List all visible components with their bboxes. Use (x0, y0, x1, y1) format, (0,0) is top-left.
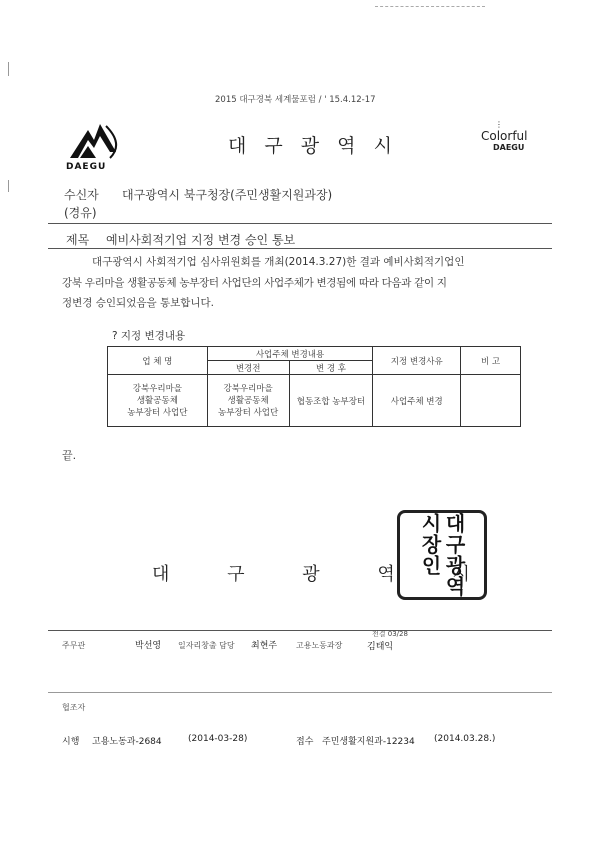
cooperation-label: 협조자 (62, 703, 86, 712)
scan-dash-top (375, 6, 485, 7)
cell-after: 협동조합 농부장터 (289, 375, 373, 427)
cell-note (461, 375, 521, 427)
enforcement-label: 시행 (62, 737, 80, 747)
seal-text: 대구광역시장인 (418, 513, 466, 597)
subject-label: 제목 (66, 233, 90, 247)
via-label: (경유) (64, 206, 97, 220)
mid-name: 최현주 (251, 641, 278, 651)
final-approval-mark: 전결 03/28 (372, 630, 408, 638)
body-line-1: 대구광역시 사회적기업 심사위원회를 개최(2014.3.27)한 결과 예비사회적기업인 (92, 256, 465, 268)
table-heading: ? 지정 변경내용 (112, 330, 186, 342)
cooperation-divider-top (48, 692, 552, 693)
designation-table (107, 346, 521, 427)
drafter-name: 박선영 (135, 641, 162, 651)
cell-before-line-3: 농부장터 사업단 (218, 407, 279, 418)
cell-before-line-2: 생활공동체 (227, 395, 269, 406)
cell-company-line-3: 농부장터 사업단 (127, 407, 188, 418)
final-approver-name: 김태익 (367, 642, 394, 652)
enforcement-number: 고용노동과-2684 (92, 737, 162, 747)
daegu-logo-text: DAEGU (66, 162, 107, 172)
daegu-logo (66, 118, 126, 170)
receipt-number: 주민생활지원과-12234 (322, 737, 415, 747)
colorful-logo (481, 120, 541, 152)
daegu-mountain-icon (66, 118, 126, 160)
color-dots-icon: ⋮ (495, 120, 503, 129)
cell-company (108, 375, 208, 427)
org-title: 대 구 광 역 시 (228, 135, 398, 157)
body-line-3: 정변경 승인되었음을 통보합니다. (62, 297, 215, 309)
subject-value: 예비사회적기업 지정 변경 승인 통보 (106, 233, 296, 247)
col-company-header: 업 체 명 (108, 347, 208, 375)
receipt-label: 접수 (296, 737, 314, 747)
receipt-date: (2014.03.28.) (434, 734, 496, 744)
head-role: 고용노동과장 (296, 641, 343, 650)
table-row (108, 375, 521, 427)
approval-divider (48, 630, 552, 631)
scan-mark-left (8, 62, 9, 76)
closing-mark: 끝. (62, 449, 77, 462)
body-divider (48, 248, 552, 249)
mid-role: 일자리창출 담당 (178, 641, 235, 650)
cell-before (207, 375, 289, 427)
scan-mark-left-2 (8, 180, 9, 192)
drafter-role: 주무관 (62, 641, 86, 650)
cell-before-line-1: 강북우리마을 (223, 383, 273, 394)
cell-company-line-1: 강북우리마을 (132, 383, 183, 394)
recipient-label: 수신자 (64, 188, 99, 202)
colorful-logo-sub: DAEGU (493, 143, 525, 152)
body-line-2: 강북 우리마을 생활공동체 농부장터 사업단의 사업주체가 변경됨에 따라 다음과 같이 지 (62, 277, 447, 289)
official-seal (397, 510, 487, 600)
col-operator-header: 사업주체 변경내용 (207, 347, 373, 361)
col-reason-header: 지정 변경사유 (373, 347, 461, 375)
signature-org: 대 구 광 역 시 (152, 564, 496, 585)
recipient-value: 대구광역시 북구청장(주민생활지원과장) (122, 188, 333, 202)
enforcement-date: (2014-03-28) (188, 734, 248, 744)
col-before-header: 변경전 (207, 361, 289, 375)
colorful-logo-text: Colorful (481, 129, 528, 143)
slogan-text: 2015 대구경북 세계물포럼 / ' 15.4.12-17 (215, 95, 376, 105)
cell-company-line-2: 생활공동체 (136, 395, 178, 406)
subject-divider (48, 223, 552, 224)
cell-reason: 사업주체 변경 (373, 375, 461, 427)
col-note-header: 비 고 (461, 347, 521, 375)
col-after-header: 변 경 후 (289, 361, 373, 375)
